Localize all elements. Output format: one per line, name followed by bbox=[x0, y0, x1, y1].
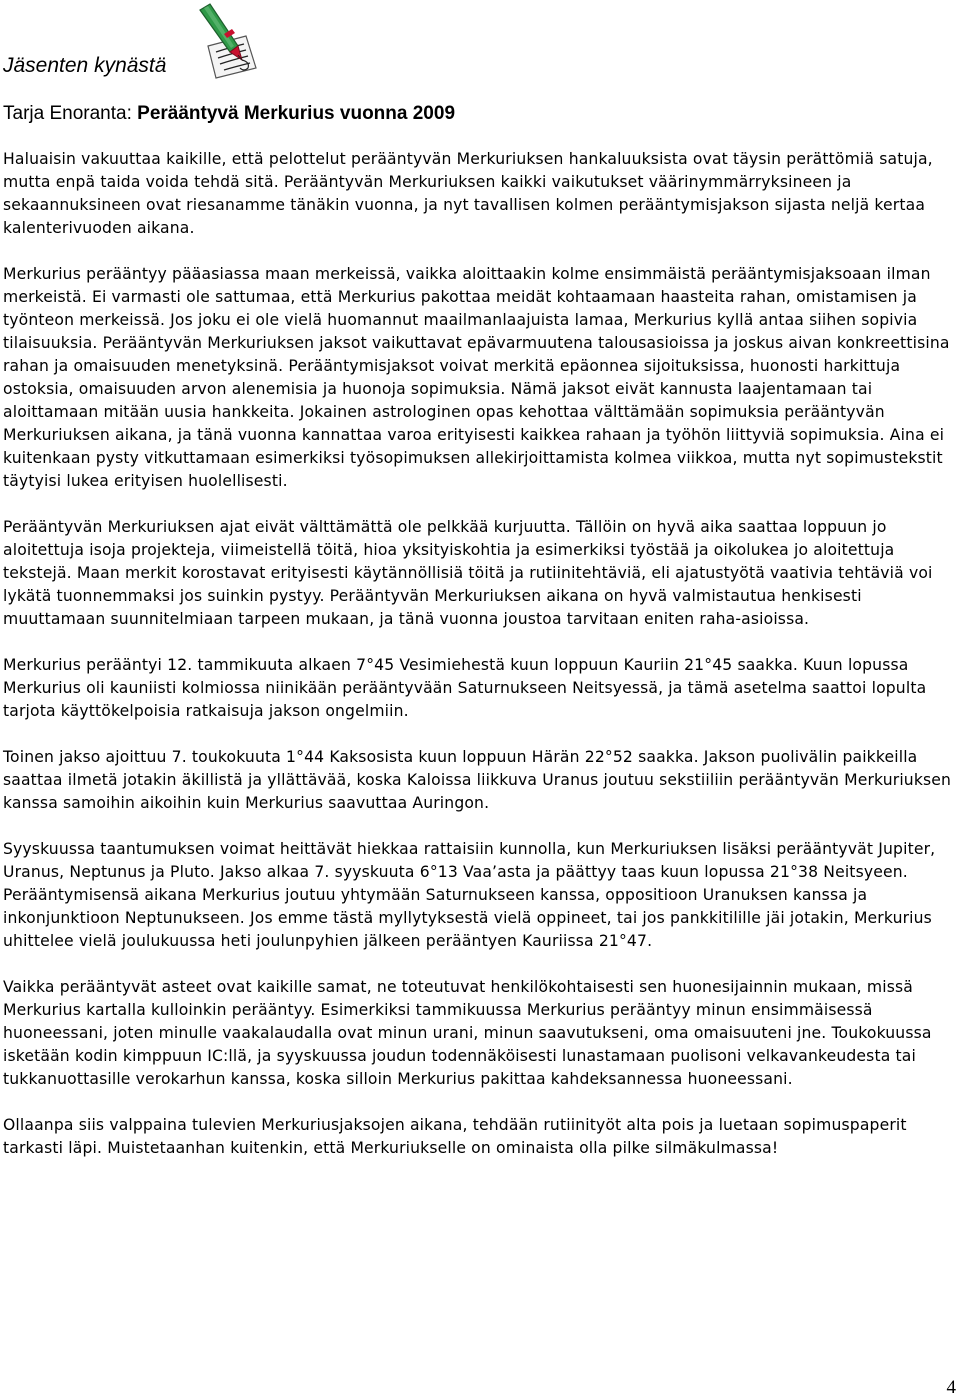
article-title bbox=[3, 102, 455, 126]
section-label: Jäsenten kynästä bbox=[3, 54, 167, 77]
article-author: Tarja Enoranta: bbox=[3, 103, 138, 124]
paragraph: Merkurius perääntyi 12. tammikuuta alkaen 7°45 Vesimiehestä kuun loppuun Kauriin 21°45 saakka. Kuun lopussa Merkurius oli kauniisti kolmiossa niinikään perääntyvään Saturnukseen Neitsyessä, ja tämä asetelma saattoi lopulta tarjota käyttökelpoisia ratkaisuja jakson ongelmiin. bbox=[3, 656, 927, 720]
paragraph: Toinen jakso ajoittuu 7. toukokuuta 1°44 Kaksosista kuun loppuun Härän 22°52 saakka. Jakson puolivälin paikkeilla saattaa ilmetä jotakin äkillistä ja yllättävää, koska Kaloissa liikkuva Uranus joutuu sekstiiliin perääntyvän Merkuriuksen kanssa samoihin aikoihin kuin Merkurius saavuttaa Auringon. bbox=[3, 748, 952, 812]
page-number: 4 bbox=[946, 1377, 956, 1398]
paragraph: Syyskuussa taantumuksen voimat heittävät hiekkaa rattaisiin kunnolla, kun Merkuriuksen lisäksi perääntyvät Jupiter, Uranus, Neptunus ja Pluto. Jakso alkaa 7. syyskuuta 6°13 Vaa’asta ja päättyy taas kuun lopussa 21°38 Neitsyeen. Perääntymisensä aikana Merkurius joutuu yhtymään Saturnukseen kanssa, oppositioon Uranuksen kanssa ja inkonjunktioon Neptunukseen. Jos emme tästä myllytyksestä vielä oppineet, tai jos pankkitilille jäi jotakin, Merkurius uhittelee vielä joulukuussa heti joulunpyhien jälkeen perääntyen Kauriissa 21°47. bbox=[3, 840, 936, 950]
pen-writing-on-paper-icon bbox=[194, 2, 266, 80]
paragraph: Ollaanpa siis valppaina tulevien Merkuriusjaksojen aikana, tehdään rutiinityöt alta pois ja luetaan sopimuspaperit tarkasti läpi. Muistetaanhan kuitenkin, että Merkuriukselle on ominaista olla pilke silmäkulmassa! bbox=[3, 1116, 907, 1157]
paragraph: Perääntyvän Merkuriuksen ajat eivät välttämättä ole pelkkää kurjuutta. Tällöin on hyvä aika saattaa loppuun jo aloitettuja isoja projekteja, viimeistellä töitä, hioa yksityiskohtia ja esimerkiksi työstää ja oikolukea jo aloitettuja tekstejä. Maan merkit korostavat erityisesti käytännöllisiä töitä ja rutiinitehtäviä, eli ajatustyötä vaativia tehtäviä voi lykätä tuonnemmaksi jos suinkin pystyy. Perääntyvän Merkuriuksen aikana on hyvä valmistautua henkisesti muuttamaan suunnitelmiaan tarpeen mukaan, ja tänä vuonna joustoa tarvitaan eniten raha-asioissa. bbox=[3, 518, 933, 628]
article-headline: Perääntyvä Merkurius vuonna 2009 bbox=[137, 103, 456, 124]
paragraph: Vaikka perääntyvät asteet ovat kaikille samat, ne toteutuvat henkilökohtaisesti sen huonesijainnin mukaan, missä Merkurius kartalla kulloinkin perääntyy. Esimerkiksi tammikuussa Merkurius perääntyy minun ensimmäisessä huoneessani, joten minulle vaakalaudalla ovat minun urani, minun saavutukseni, oma omaisuuteni jne. Toukokuussa isketään kodin kimppuun IC:llä, ja syyskuussa joudun todennäköisesti lunastamaan puolisoni velkavankeudesta tai tukkanuottasille verokarhun kanssa, koska silloin Merkurius pakittaa kahdeksannessa huoneessani. bbox=[3, 978, 932, 1088]
paragraph: Merkurius perääntyy pääasiassa maan merkeissä, vaikka aloittaakin kolme ensimmäistä perääntymisjaksoaan ilman merkeistä. Ei varmasti ole sattumaa, että Merkurius pakottaa meidät kohtaamaan haasteita rahan, omistamisen ja työnteon merkeissä. Jos joku ei ole vielä huomannut maailmanlaajuista lamaa, Merkurius kyllä antaa siihen sopivia tilaisuuksia. Perääntyvän Merkuriuksen jaksot vaikuttavat epävarmuutena talousasioissa ja joskus aivan konkreettisina rahan ja omaisuuden menetyksinä. Perääntymisjaksot voivat merkitä epäonnea sijoituksissa, huonosti harkittuja ostoksia, omaisuuden arvon alenemisia ja huonoja sopimuksia. Nämä jaksot eivät kannusta laajentamaan tai aloittamaan mitään uusia hankkeita. Jokainen astrologinen opas kehottaa välttämään sopimuksia perääntyvän Merkuriuksen aikana, ja tänä vuonna kannattaa varoa erityisesti kaikkea rahaan ja työhön liittyviä sopimuksia. Aina ei kuitenkaan pysty vitkuttamaan esimerkiksi työsopimuksen allekirjoittamista kolmea viikkoa, mutta nyt sopimustekstit täytyisi lukea erityisen huolellisesti. bbox=[3, 265, 950, 490]
article-body bbox=[3, 148, 957, 1183]
paragraph: Haluaisin vakuuttaa kaikille, että pelottelut perääntyvän Merkuriuksen hankaluuksista ovat täysin perättömiä satuja, mutta enpä taida voida tehdä sitä. Perääntyvän Merkuriuksen kaikki vaikutukset väärinymmärryksineen ja sekaannuksineen ovat riesanamme tänäkin vuonna, ja nyt tavallisen kolmen perääntymisjakson sijasta neljä kertaa kalenterivuoden aikana. bbox=[3, 150, 933, 237]
